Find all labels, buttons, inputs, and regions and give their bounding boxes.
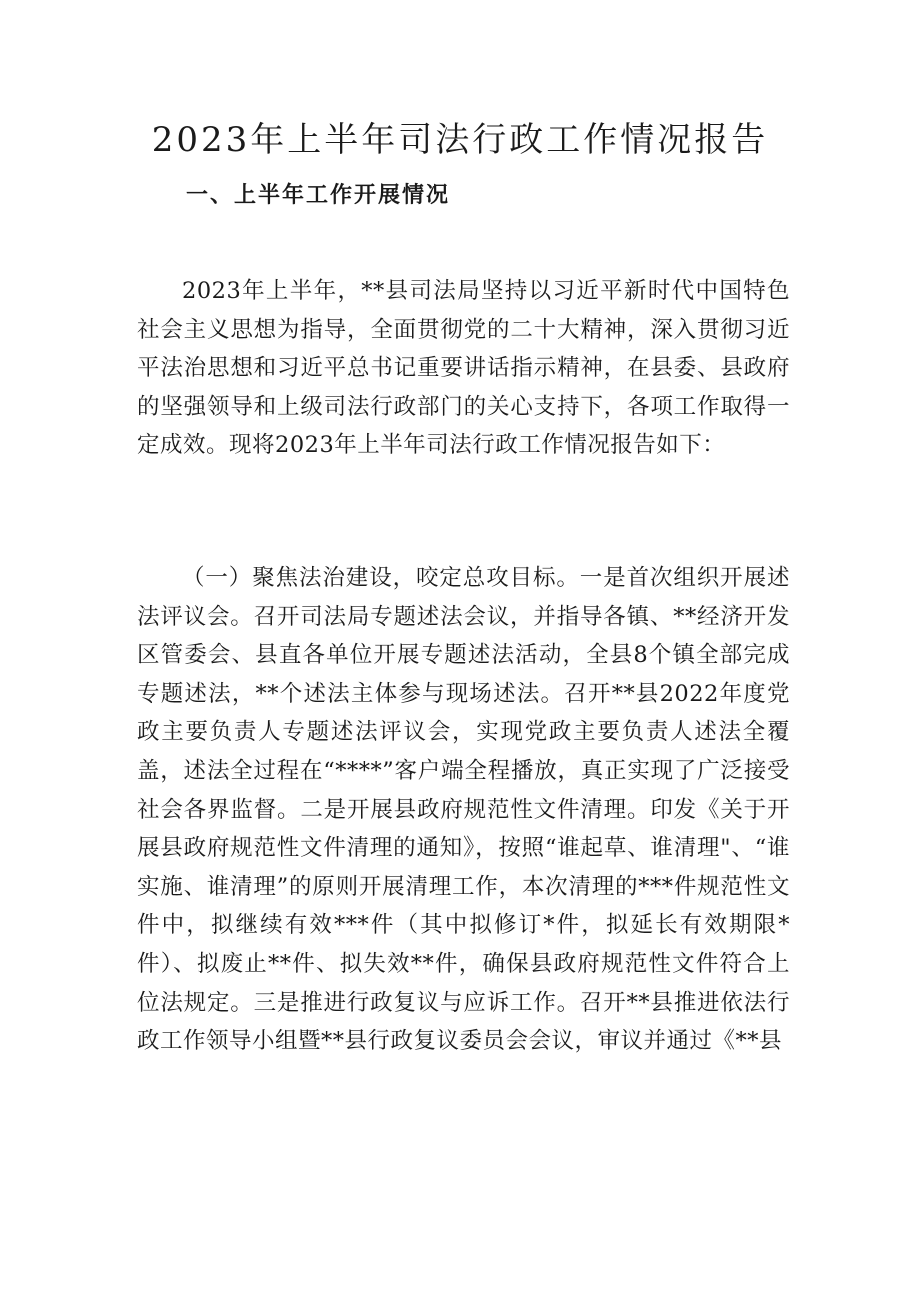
section-heading: 一、上半年工作开展情况 — [186, 182, 451, 208]
document-title: 2023年上半年司法行政工作情况报告 — [151, 120, 769, 160]
body-paragraph: 2023年上半年，**县司法局坚持以习近平新时代中国特色社会主义思想为指导，全面贯彻党的二十大精神，深入贯彻习近平法治思想和习近平总书记重要讲话指示精神，在县委、县政府的坚强领导和上级司法行政部门的关心支持下，各项工作取得一定成效。现将2023年上半年司法行政工作情况报告如下： — [137, 278, 790, 459]
body-paragraph: （一）聚焦法治建设，咬定总攻目标。一是首次组织开展述法评议会。召开司法局专题述法会议，并指导各镇、**经济开发区管委会、县直各单位开展专题述法活动，全县8个镇全部完成专题述法，**个述法主体参与现场述法。召开**县2022年度党政主要负责人专题述法评议会，实现党政主要负责人述法全覆盖，述法全过程在“****”客户端全程播放，真正实现了广泛接受社会各界监督。二是开展县政府规范性文件清理。印发《关于开展县政府规范性文件清理的通知》，按照“谁起草、谁清理"、“谁实施、谁清理”的原则开展清理工作，本次清理的***件规范性文件中，拟继续有效***件（其中拟修订*件，拟延长有效期限*件）、拟废止**件、拟失效**件，确保县政府规范性文件符合上位法规定。三是推进行政复议与应诉工作。召开**县推进依法行政工作领导小组暨**县行政复议委员会会议，审议并通过《**县 — [137, 565, 790, 1055]
